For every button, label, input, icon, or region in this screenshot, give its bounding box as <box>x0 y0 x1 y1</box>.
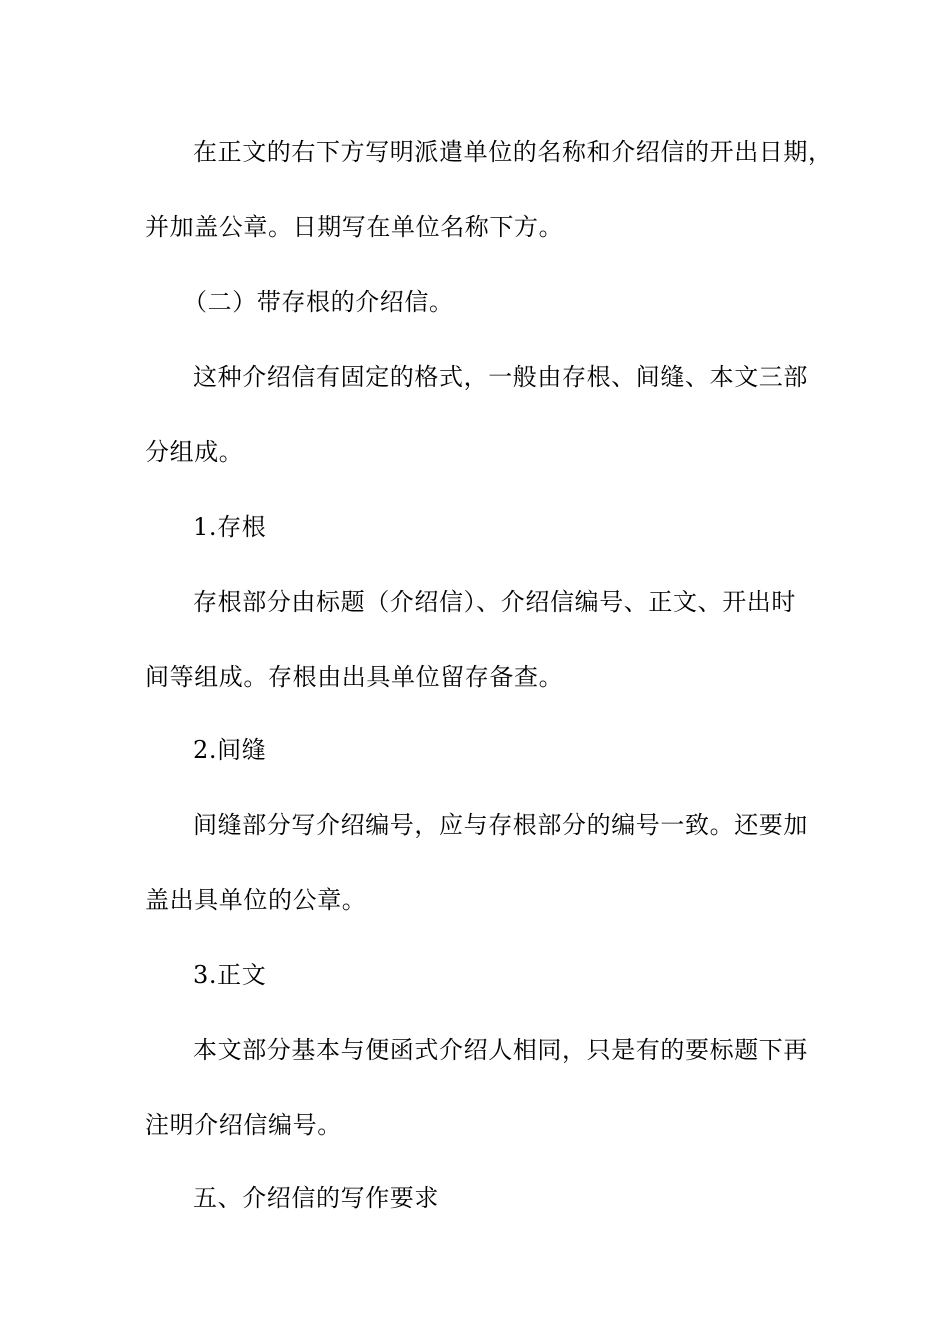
paragraph-line: 间缝部分写介绍编号，应与存根部分的编号一致。还要加 <box>193 811 808 839</box>
paragraph-line: 分组成。 <box>145 438 244 466</box>
section-heading: 五、介绍信的写作要求 <box>193 1184 439 1212</box>
section-heading: （二）带存根的介绍信。 <box>183 288 454 316</box>
paragraph-line: 本文部分基本与便函式介绍人相同，只是有的要标题下再 <box>193 1036 808 1064</box>
subsection-heading: 3.正文 <box>193 961 267 989</box>
paragraph-line: 并加盖公章。日期写在单位名称下方。 <box>145 213 564 241</box>
paragraph-line: 盖出具单位的公章。 <box>145 886 367 914</box>
subsection-heading: 1.存根 <box>193 513 267 541</box>
paragraph-line: 在正文的右下方写明派遣单位的名称和介绍信的开出日期， <box>193 138 833 166</box>
paragraph-line: 存根部分由标题（介绍信）、介绍信编号、正文、开出时 <box>193 588 796 616</box>
paragraph-line: 这种介绍信有固定的格式，一般由存根、间缝、本文三部 <box>193 363 808 391</box>
subsection-heading: 2.间缝 <box>193 736 267 764</box>
paragraph-line: 间等组成。存根由出具单位留存备查。 <box>145 663 564 691</box>
paragraph-line: 注明介绍信编号。 <box>145 1111 342 1139</box>
